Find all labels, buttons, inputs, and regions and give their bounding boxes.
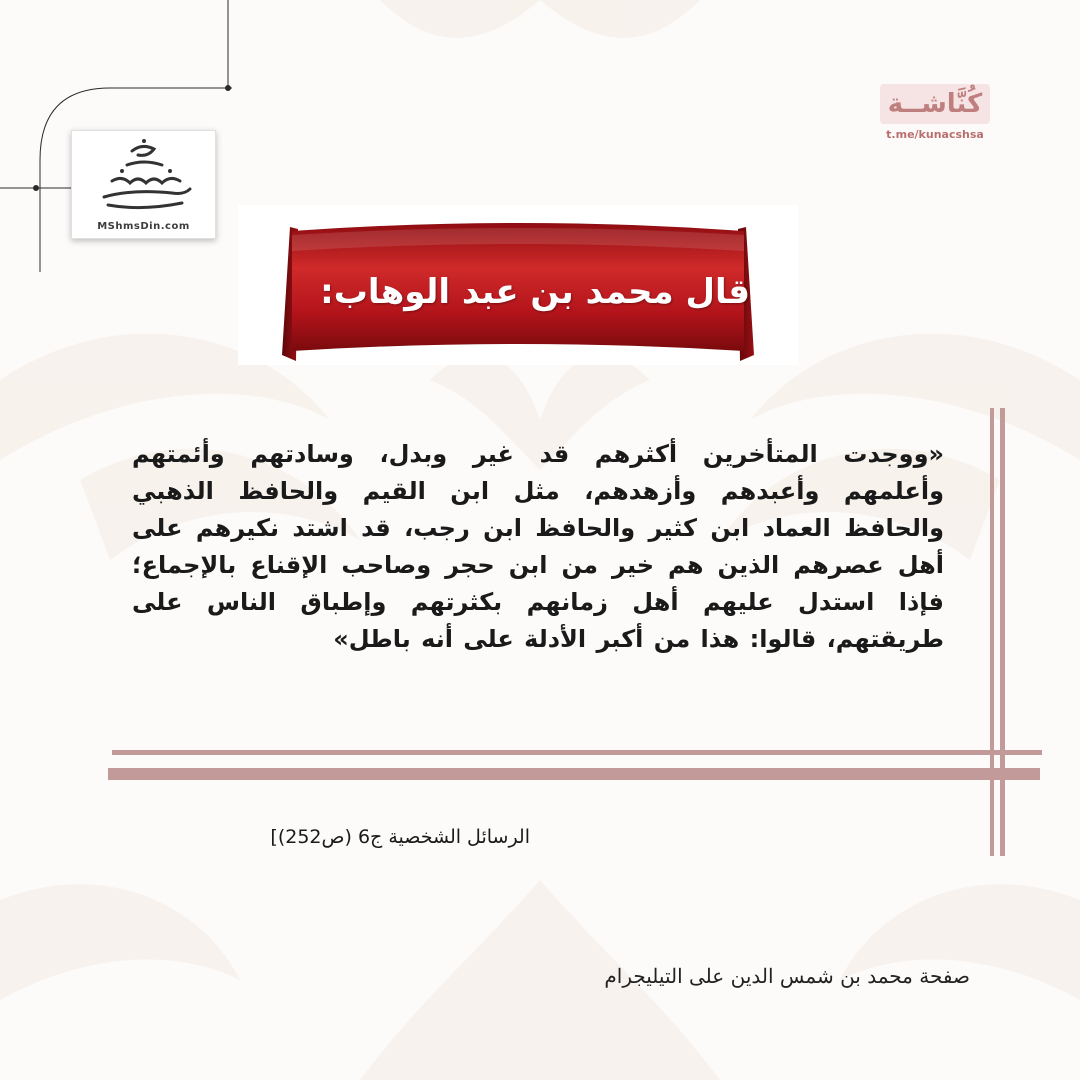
calligraphy-logo-icon: [72, 131, 215, 221]
vertical-rule: [1000, 408, 1005, 856]
brand-link[interactable]: t.me/kunacshsa: [886, 128, 984, 141]
brand-name: كُنَّاشــة: [880, 84, 990, 124]
horizontal-rule: [112, 750, 1042, 755]
footer-caption: صفحة محمد بن شمس الدين على التيليجرام: [604, 964, 970, 988]
vertical-rule: [990, 408, 994, 856]
logo: [71, 130, 216, 239]
source-citation: الرسائل الشخصية ج6 (ص252)]: [270, 826, 530, 848]
quote-text: «ووجدت المتأخرين أكثرهم قد غير وبدل، وسادتهم وأئمتهم وأعلمهم وأعبدهم وأزهدهم، مثل ابن القيم والحافظ الذهبي والحافظ العماد ابن كثير والحافظ ابن رجب، قد اشتد نكيرهم على أهل عصرهم الذين هم خير من ابن حجر وصاحب الإقناع بالإجماع؛ فإذا استدل عليهم أهل زمانهم بكثرتهم وإطباق الناس على طريقتهم، قالوا: هذا من أكبر الأدلة على أنه باطل»: [132, 440, 944, 653]
logo-caption: MShmsDin.com: [97, 221, 190, 232]
horizontal-rule: [108, 768, 1040, 780]
page-title: قال محمد بن عبد الوهاب:: [320, 272, 750, 312]
